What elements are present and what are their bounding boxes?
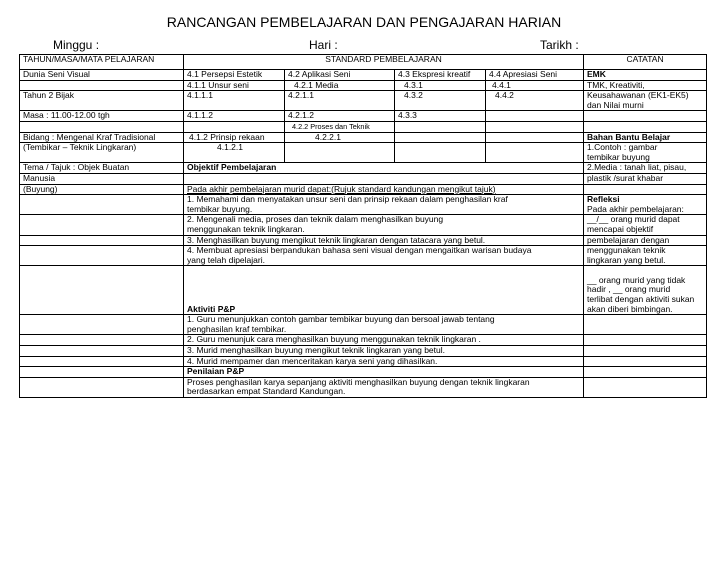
empty-cell	[584, 377, 707, 397]
emk-line	[584, 91, 707, 111]
empty-cell	[584, 367, 707, 378]
subject-cell: Dunia Seni Visual	[20, 70, 184, 81]
objective-2-line: 2. Mengenali media, proses dan teknik dalam menghasilkan buyung	[187, 214, 444, 225]
objective-4	[184, 246, 584, 266]
aktiviti-heading-cell	[184, 266, 584, 315]
empty-cell	[584, 111, 707, 122]
refleksi-line: pembelajaran dengan	[584, 235, 707, 246]
penilaian-heading: Penilaian P&P	[184, 367, 584, 378]
refleksi-line: menggunakan teknik	[587, 245, 666, 256]
refleksi-line: __ orang murid yang tidak	[587, 274, 686, 285]
bbb-heading: Bahan Bantu Belajar	[584, 132, 707, 143]
empty-cell	[184, 173, 584, 184]
empty-cell	[20, 377, 184, 397]
lesson-plan-table	[19, 54, 707, 398]
objektif-heading: Objektif Pembelajaran	[184, 163, 584, 174]
std-4-1-2-1: 4.1.2.1	[184, 143, 285, 163]
refleksi-line: Pada akhir pembelajaran:	[587, 203, 684, 214]
empty-cell	[20, 235, 184, 246]
activity-4: 4. Murid mempamer dan menceritakan karya seni yang dihasilkan.	[184, 356, 584, 367]
emk-line: TMK, Kreativiti,	[584, 80, 707, 91]
refleksi-line: akan diberi bimbingan.	[587, 303, 673, 314]
activity-1-line: penghasilan kraf tembikar.	[187, 323, 287, 334]
tarikh-label: Tarikh :	[540, 38, 579, 52]
refleksi-line: terlibat dengan aktiviti sukan	[587, 294, 695, 305]
objektif-intro: Pada akhir pembelajaran murid dapat:(Rujuk standard kandungan mengikut tajuk)	[184, 184, 584, 195]
col-header-year: TAHUN/MASA/MATA PELAJARAN	[20, 55, 184, 70]
std-4-1-1-1: 4.1.1.1	[184, 91, 285, 111]
empty-cell	[184, 121, 285, 132]
objective-4-line: yang telah dipelajari.	[187, 254, 265, 265]
objective-2-line: menggunakan teknik lingkaran.	[187, 223, 305, 234]
emk-line: dan Nilai murni	[587, 99, 644, 110]
refleksi-cell	[584, 266, 707, 315]
empty-cell	[20, 246, 184, 266]
std-4-3-1: 4.3.1	[395, 80, 486, 91]
minggu-label: Minggu :	[53, 38, 100, 52]
refleksi-line: lingkaran yang betul.	[587, 254, 666, 265]
empty-cell	[584, 346, 707, 357]
bbb-line: plastik /surat khabar	[584, 173, 707, 184]
empty-cell	[285, 143, 395, 163]
empty-cell	[584, 121, 707, 132]
penilaian-line: berdasarkan empat Standard Kandungan.	[187, 386, 346, 397]
empty-cell	[486, 121, 584, 132]
std-4-2-2: 4.2.2 Proses dan Teknik	[285, 121, 395, 132]
refleksi-line: __/__ orang murid dapat	[587, 214, 680, 225]
empty-cell	[584, 356, 707, 367]
empty-cell	[20, 315, 184, 335]
bbb-line: 1.Contoh : gambar	[587, 142, 658, 153]
empty-cell	[20, 195, 184, 215]
empty-cell	[395, 121, 486, 132]
std-4-3-3: 4.3.3	[395, 111, 486, 122]
objective-2	[184, 215, 584, 235]
aktiviti-heading: Aktiviti P&P	[187, 303, 236, 314]
objective-3: 3. Menghasilkan buyung mengikut teknik lingkaran dengan tatacara yang betul.	[184, 235, 584, 246]
empty-cell	[20, 266, 184, 315]
refleksi-cell	[584, 215, 707, 235]
bbb-line	[584, 143, 707, 163]
std-4-1: 4.1 Persepsi Estetik	[184, 70, 285, 81]
tema-cell: (Buyung)	[20, 184, 184, 195]
std-4-4: 4.4 Apresiasi Seni	[486, 70, 584, 81]
objective-4-line: 4. Membuat apresiasi berpandukan bahasa seni visual dengan mengaitkan warisan budaya	[187, 245, 532, 256]
activity-2: 2. Guru menunjuk cara menghasilkan buyung menggunakan teknik lingkaran .	[184, 335, 584, 346]
objective-1	[184, 195, 584, 215]
refleksi-cell	[584, 195, 707, 215]
tema-cell: Manusia	[20, 173, 184, 184]
std-4-2: 4.2 Aplikasi Seni	[285, 70, 395, 81]
empty-cell	[395, 132, 486, 143]
refleksi-line: mencapai objektif	[587, 223, 654, 234]
emk-line: Keusahawanan (EK1-EK5)	[587, 90, 689, 101]
page-title: RANCANGAN PEMBELAJARAN DAN PENGAJARAN HARIAN	[166, 14, 562, 30]
empty-cell	[20, 346, 184, 357]
empty-cell	[395, 143, 486, 163]
empty-cell	[584, 315, 707, 335]
empty-cell	[486, 132, 584, 143]
empty-cell	[20, 121, 184, 132]
empty-cell	[584, 184, 707, 195]
year-cell: Tahun 2 Bijak	[20, 91, 184, 111]
bidang-cell: (Tembikar – Teknik Lingkaran)	[20, 143, 184, 163]
penilaian-line: Proses penghasilan karya sepanjang aktiviti menghasilkan buyung dengan teknik lingkaran	[187, 377, 530, 387]
std-4-4-2: 4.4.2	[486, 91, 584, 111]
penilaian-text	[184, 377, 584, 397]
emk-heading: EMK	[584, 70, 707, 81]
bidang-cell: Bidang : Mengenal Kraf Tradisional	[20, 132, 184, 143]
std-4-1-1-2: 4.1.1.2	[184, 111, 285, 122]
std-4-2-1: 4.2.1 Media	[285, 80, 395, 91]
std-4-1-1: 4.1.1 Unsur seni	[184, 80, 285, 91]
objective-1-line: tembikar buyung.	[187, 203, 253, 214]
refleksi-cell	[584, 246, 707, 266]
std-4-2-1-2: 4.2.1.2	[285, 111, 395, 122]
std-4-1-2: 4.1.2 Prinsip rekaan	[184, 132, 285, 143]
empty-cell	[20, 335, 184, 346]
col-header-standard: STANDARD PEMBELAJARAN	[184, 55, 584, 70]
hari-label: Hari :	[309, 38, 338, 52]
empty-cell	[20, 80, 184, 91]
activity-1-line: 1. Guru menunjukkan contoh gambar tembikar buyung dan bersoal jawab tentang	[187, 314, 495, 325]
std-4-4-1: 4.4.1	[486, 80, 584, 91]
activity-3: 3. Murid menghasilkan buyung mengikut teknik lingkaran yang betul.	[184, 346, 584, 357]
std-4-2-2-1: 4.2.2.1	[285, 132, 395, 143]
empty-cell	[20, 215, 184, 235]
col-header-catatan: CATATAN	[584, 55, 707, 70]
empty-cell	[20, 356, 184, 367]
refleksi-heading: Refleksi	[587, 194, 620, 205]
time-cell: Masa : 11.00-12.00 tgh	[20, 111, 184, 122]
refleksi-line: hadir , __ orang murid	[587, 284, 671, 295]
bbb-line: 2.Media : tanah liat, pisau,	[584, 163, 707, 174]
std-4-2-1-1: 4.2.1.1	[285, 91, 395, 111]
std-4-3-2: 4.3.2	[395, 91, 486, 111]
empty-cell	[584, 335, 707, 346]
tema-cell: Tema / Tajuk : Objek Buatan	[20, 163, 184, 174]
bbb-line: tembikar buyung	[587, 151, 650, 162]
empty-cell	[486, 143, 584, 163]
objective-1-line: 1. Memahami dan menyatakan unsur seni dan prinsip rekaan dalam penghasilan kraf	[187, 194, 508, 205]
empty-cell	[486, 111, 584, 122]
std-4-3: 4.3 Ekspresi kreatif	[395, 70, 486, 81]
activity-1	[184, 315, 584, 335]
empty-cell	[20, 367, 184, 378]
